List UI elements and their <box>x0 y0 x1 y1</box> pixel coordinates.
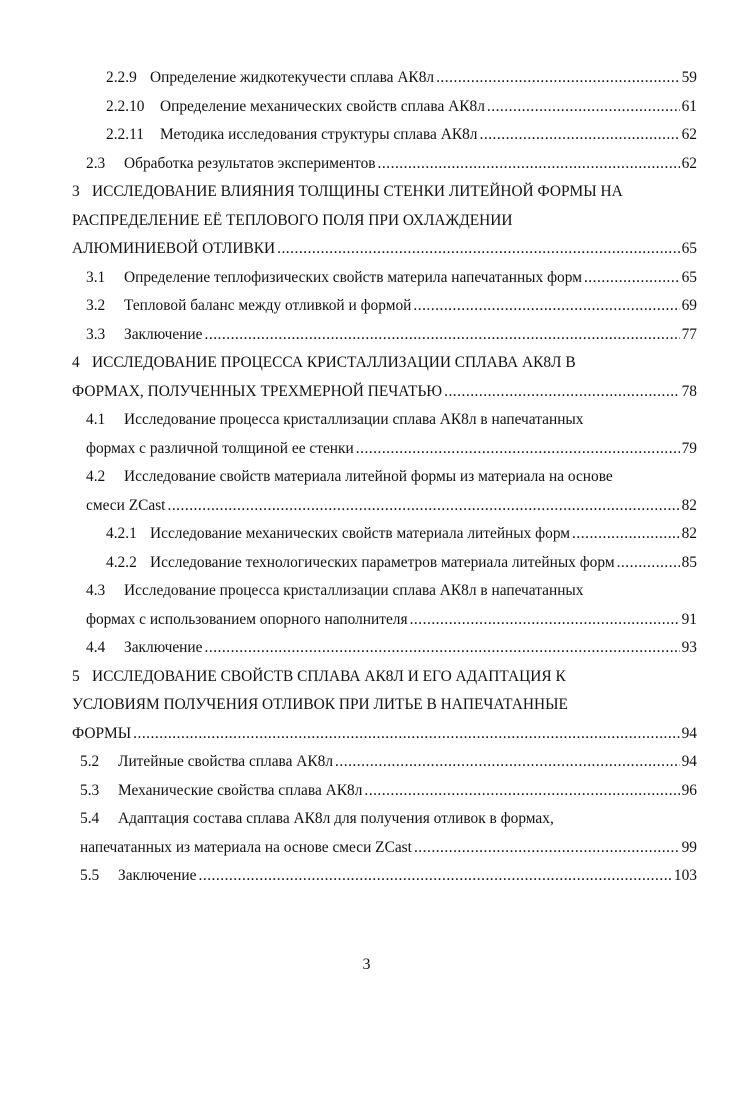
toc-entry-5-3[interactable] <box>0 777 733 805</box>
toc-entry-row <box>118 777 697 805</box>
toc-entry-page: 93 <box>681 639 697 656</box>
dot-leader <box>205 321 680 349</box>
toc-entry-3[interactable] <box>0 178 733 206</box>
toc-entry-4-4[interactable] <box>0 634 733 662</box>
toc-entry-title-line: ИССЛЕДОВАНИЕ ВЛИЯНИЯ ТОЛЩИНЫ СТЕНКИ ЛИТЕЙНОЙ ФОРМЫ НА <box>92 183 623 200</box>
toc-entry-title: Исследование механических свойств материала литейных форм <box>150 525 571 542</box>
toc-entry-title: Заключение <box>124 325 203 343</box>
toc-entry-title-line: Исследование процесса кристаллизации сплава АК8л в напечатанных <box>124 582 584 599</box>
toc-entry-4-2-2[interactable] <box>0 549 733 577</box>
toc-entry-page: 65 <box>681 268 697 286</box>
toc-entry-number: 3.2 <box>86 297 106 314</box>
toc-entry-number: 3 <box>72 183 80 200</box>
toc-entry-4-2-1[interactable] <box>0 520 733 548</box>
toc-entry-row <box>86 435 697 463</box>
toc-entry-number: 5.2 <box>80 753 100 770</box>
toc-entry-page: 91 <box>681 610 697 628</box>
toc-entry-title-line: ФОРМАХ, ПОЛУЧЕННЫХ ТРЕХМЕРНОЙ ПЕЧАТЬЮ <box>72 382 443 400</box>
toc-entry-3-2[interactable] <box>0 292 733 320</box>
toc-entry-page: 65 <box>681 240 697 257</box>
toc-entry-row <box>80 834 697 862</box>
toc-entry-2-2-9[interactable] <box>0 64 733 92</box>
toc-entry-page: 79 <box>681 439 697 457</box>
dot-leader <box>335 748 680 776</box>
dot-leader <box>436 64 680 92</box>
dot-leader <box>199 862 672 890</box>
toc-entry-number: 2.2.10 <box>106 97 145 115</box>
toc-entry-3-1[interactable] <box>0 264 733 292</box>
dot-leader <box>167 492 679 520</box>
toc-entry-4-3[interactable] <box>0 577 733 605</box>
toc-entry-row <box>118 748 697 776</box>
toc-entry-row <box>150 549 697 577</box>
toc-entry-number: 3.1 <box>86 268 106 286</box>
toc-entry-number: 4.2.1 <box>106 525 137 542</box>
toc-entry-title-line: РАСПРЕДЕЛЕНИЕ ЕЁ ТЕПЛОВОГО ПОЛЯ ПРИ ОХЛАЖДЕНИИ <box>72 211 513 229</box>
toc-entry-title: Обработка результатов экспериментов <box>124 154 376 172</box>
toc-entry-4[interactable] <box>0 349 733 377</box>
toc-entry-page: 78 <box>681 382 697 400</box>
toc-entry-3-3[interactable] <box>0 321 733 349</box>
page-number: 3 <box>362 956 371 973</box>
toc-entry-5-4[interactable] <box>0 805 733 833</box>
toc-entry-title-line: формах с использованием опорного наполнителя <box>86 610 408 628</box>
toc-entry-5-last-line[interactable] <box>0 720 733 748</box>
toc-entry-page: 94 <box>681 753 697 770</box>
toc-entry-row <box>124 634 697 662</box>
toc-entry-row <box>150 64 697 92</box>
toc-entry-row <box>124 292 697 320</box>
dot-leader <box>410 606 680 634</box>
toc-entry-number: 5.3 <box>80 781 100 799</box>
toc-entry-4-2[interactable] <box>0 463 733 491</box>
dot-leader <box>487 93 680 121</box>
toc-entry-row <box>86 492 697 520</box>
toc-entry-row <box>86 606 697 634</box>
toc-entry-number: 5.4 <box>80 810 100 827</box>
toc-entry-title-line: Адаптация состава сплава АК8л для получения отливок в формах, <box>118 810 554 827</box>
toc-entry-page: 62 <box>681 126 697 143</box>
toc-entry-page: 59 <box>681 69 697 86</box>
toc-entry-number: 4.2.2 <box>106 553 137 571</box>
toc-entry-number: 4.4 <box>86 639 106 656</box>
toc-entry-3-last-line[interactable] <box>0 235 733 263</box>
toc-entry-title-line: УСЛОВИЯМ ПОЛУЧЕНИЯ ОТЛИВОК ПРИ ЛИТЬЕ В НАПЕЧАТАННЫЕ <box>72 696 568 713</box>
dot-leader <box>413 292 679 320</box>
toc-entry-title: Заключение <box>124 639 203 656</box>
toc-entry-page: 69 <box>681 297 697 314</box>
toc-entry-title-line: Исследование свойств материала литейной формы из материала на основе <box>124 468 613 485</box>
toc-entry-title-line: формах с различной толщиной ее стенки <box>86 439 354 457</box>
toc-entry-number: 5 <box>72 667 80 685</box>
toc-entry-row <box>160 93 697 121</box>
toc-entry-2-2-11[interactable] <box>0 121 733 149</box>
toc-entry-5-4-last-line[interactable] <box>0 834 733 862</box>
dot-leader <box>444 378 680 406</box>
toc-entry-number: 2.2.11 <box>106 126 144 143</box>
toc-entry-number: 2.3 <box>86 154 106 172</box>
toc-entry-title: Тепловой баланс между отливкой и формой <box>124 297 412 314</box>
toc-entry-3-continued[interactable] <box>0 207 733 235</box>
toc-entry-4-1-last-line[interactable] <box>0 435 733 463</box>
toc-entry-number: 4.2 <box>86 468 106 485</box>
toc-entry-row <box>72 378 697 406</box>
toc-entry-page: 82 <box>681 525 697 542</box>
toc-entry-5[interactable] <box>0 663 733 691</box>
toc-entry-5-continued[interactable] <box>0 691 733 719</box>
toc-entry-title-line: Исследование процесса кристаллизации сплава АК8л в напечатанных <box>124 411 584 428</box>
toc-entry-page: 103 <box>673 867 697 884</box>
toc-entry-title: Исследование технологических параметров материала литейных форм <box>150 553 615 571</box>
dot-leader <box>617 549 680 577</box>
toc-entry-row <box>72 235 697 263</box>
toc-entry-title: Определение механических свойств сплава АК8л <box>160 97 485 115</box>
toc-entry-page: 96 <box>681 781 697 799</box>
dot-leader <box>133 720 679 748</box>
toc-entry-4-1[interactable] <box>0 406 733 434</box>
toc-entry-title: Литейные свойства сплава АК8л <box>118 753 334 770</box>
toc-entry-number: 4.1 <box>86 411 106 428</box>
toc-entry-page: 61 <box>681 97 697 115</box>
toc-entry-number: 4 <box>72 354 80 371</box>
toc-entry-page: 85 <box>681 553 697 571</box>
dot-leader <box>414 834 680 862</box>
toc-entry-title: Определение теплофизических свойств материла напечатанных форм <box>124 268 582 286</box>
toc-entry-title-line: АЛЮМИНИЕВОЙ ОТЛИВКИ <box>72 240 276 257</box>
toc-entry-title-line: напечатанных из материала на основе смеси ZCast <box>80 838 412 856</box>
toc-entry-page: 82 <box>681 496 697 514</box>
toc-entry-row <box>160 121 697 149</box>
toc-entry-row <box>150 520 697 548</box>
dot-leader <box>277 235 680 263</box>
toc-entry-row <box>124 321 697 349</box>
toc-entry-page: 94 <box>681 724 697 742</box>
toc-entry-2-3[interactable] <box>0 150 733 178</box>
toc-entry-title: Механические свойства сплава АК8л <box>118 781 363 799</box>
dot-leader <box>584 264 680 292</box>
toc-entry-4-2-last-line[interactable] <box>0 492 733 520</box>
toc-entry-title-line: смеси ZCast <box>86 496 166 514</box>
toc-entry-5-5[interactable] <box>0 862 733 890</box>
toc-entry-page: 62 <box>681 154 697 172</box>
toc-entry-5-2[interactable] <box>0 748 733 776</box>
toc-entry-title-line: ИССЛЕДОВАНИЕ ПРОЦЕССА КРИСТАЛЛИЗАЦИИ СПЛАВА АК8Л В <box>92 354 576 371</box>
toc-entry-page: 77 <box>681 325 697 343</box>
toc-entry-4-last-line[interactable] <box>0 378 733 406</box>
toc-entry-row <box>72 720 697 748</box>
toc-entry-row <box>124 150 697 178</box>
toc-entry-title: Определение жидкотекучести сплава АК8л <box>150 69 435 86</box>
dot-leader <box>364 777 679 805</box>
toc-entry-2-2-10[interactable] <box>0 93 733 121</box>
toc-entry-number: 4.3 <box>86 582 106 599</box>
toc-entry-title: Заключение <box>118 867 197 884</box>
toc-entry-page: 99 <box>681 838 697 856</box>
toc-entry-4-3-last-line[interactable] <box>0 606 733 634</box>
dot-leader <box>480 121 680 149</box>
dot-leader <box>356 435 680 463</box>
toc-entry-row <box>124 264 697 292</box>
toc-entry-number: 2.2.9 <box>106 69 137 86</box>
toc-entry-title-line: ФОРМЫ <box>72 724 132 742</box>
toc-entry-row <box>118 862 697 890</box>
dot-leader <box>572 520 680 548</box>
toc-entry-number: 3.3 <box>86 325 106 343</box>
dot-leader <box>378 150 680 178</box>
toc-entry-number: 5.5 <box>80 867 100 884</box>
toc-entry-title-line: ИССЛЕДОВАНИЕ СВОЙСТВ СПЛАВА АК8Л И ЕГО АДАПТАЦИЯ К <box>92 667 566 685</box>
dot-leader <box>205 634 680 662</box>
toc-entry-title: Методика исследования структуры сплава АК8л <box>160 126 478 143</box>
